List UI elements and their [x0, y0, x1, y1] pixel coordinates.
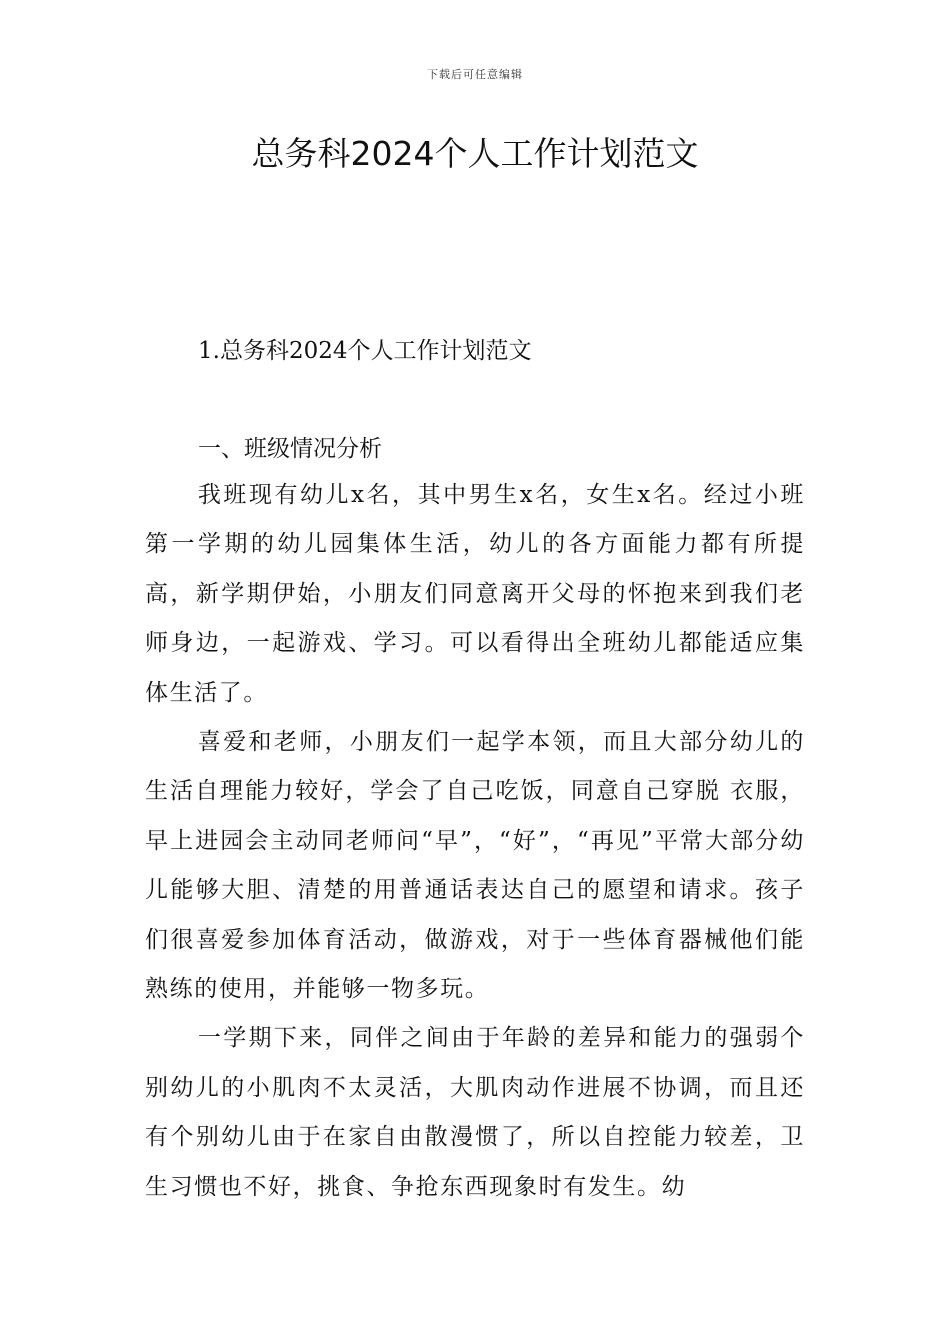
body-text [145, 471, 805, 1212]
sub-heading: 一、班级情况分析 [198, 436, 382, 462]
section-heading: 1.总务科2024个人工作计划范文 [198, 338, 532, 364]
paragraph: 我班现有幼儿x名，其中男生x名，女生x名。经过小班第一学期的幼儿园集体生活，幼儿的各方面能力都有所提高，新学期伊始，小朋友们同意离开父母的怀抱来到我们老师身边，一起游戏、学习。可以看得出全班幼儿都能适应集体生活了。 [145, 482, 805, 706]
paragraph: 喜爱和老师，小朋友们一起学本领，而且大部分幼儿的生活自理能力较好，学会了自己吃饭，同意自己穿脱 衣服，早上进园会主动同老师问“早”，“好”，“再见”平常大部分幼儿能够大胆、清楚的用普通话表达自己的愿望和请求。孩子们很喜爱参加体育活动，做游戏，对于一些体育器械他们能熟练的使用，并能够一物多玩。 [145, 729, 805, 1003]
paragraph: 一学期下来，同伴之间由于年龄的差异和能力的强弱个别幼儿的小肌肉不太灵活，大肌肉动作进展不协调，而且还有个别幼儿由于在家自由散漫惯了，所以自控能力较差，卫生习惯也不好，挑食、争抢东西现象时有发生。幼 [145, 1025, 805, 1200]
document-title: 总务科2024个人工作计划范文 [251, 134, 699, 173]
header-note: 下载后可任意编辑 [427, 68, 523, 81]
